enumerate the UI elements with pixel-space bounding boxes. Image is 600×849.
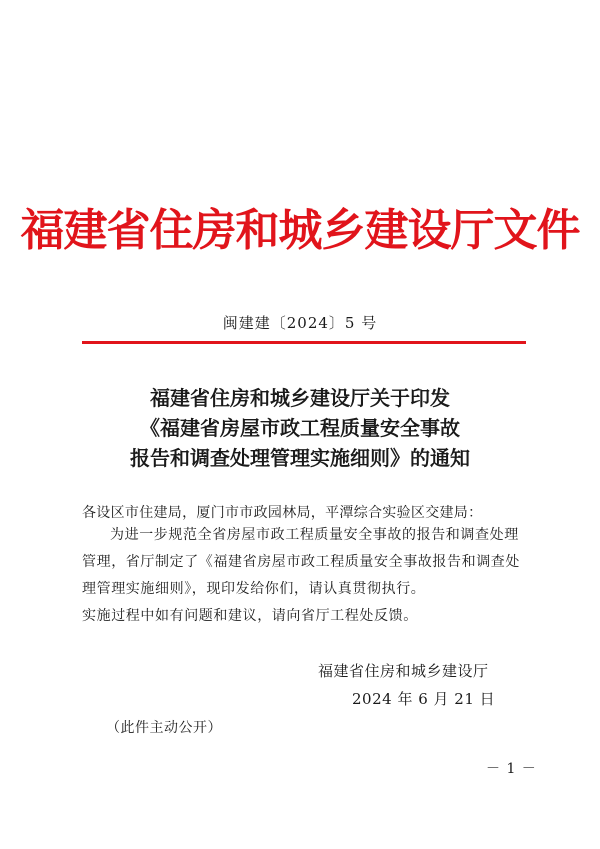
agency-document-title: 福建省住房和城乡建设厅文件 [20,205,580,256]
issue-date: 2024 年 6 月 21 日 [352,690,496,708]
notice-title-line-3: 报告和调查处理管理实施细则》的通知 [130,446,470,470]
red-divider-rule [82,341,526,344]
document-number: 闽建建〔2024〕5 号 [222,314,378,332]
notice-title [0,383,600,473]
notice-title-line-1: 福建省住房和城乡建设厅关于印发 [150,386,450,410]
notice-title-line-2: 《福建省房屋市政工程质量安全事故 [140,416,460,440]
notice-body [82,522,526,630]
body-paragraph-1: 为进一步规范全省房屋市政工程质量安全事故的报告和调查处理管理，省厅制定了《福建省房屋市政工程质量安全事故报告和调查处理管理实施细则》，现印发给你们，请认真贯彻执行。 [82,527,520,597]
disclosure-note: （此件主动公开） [106,720,222,736]
body-paragraph-2: 实施过程中如有问题和建议，请向省厅工程处反馈。 [82,608,418,624]
page-number: － 1 － [486,761,537,777]
issuing-agency: 福建省住房和城乡建设厅 [318,662,489,680]
recipients-line: 各设区市住建局，厦门市市政园林局，平潭综合实验区交建局： [82,505,483,521]
